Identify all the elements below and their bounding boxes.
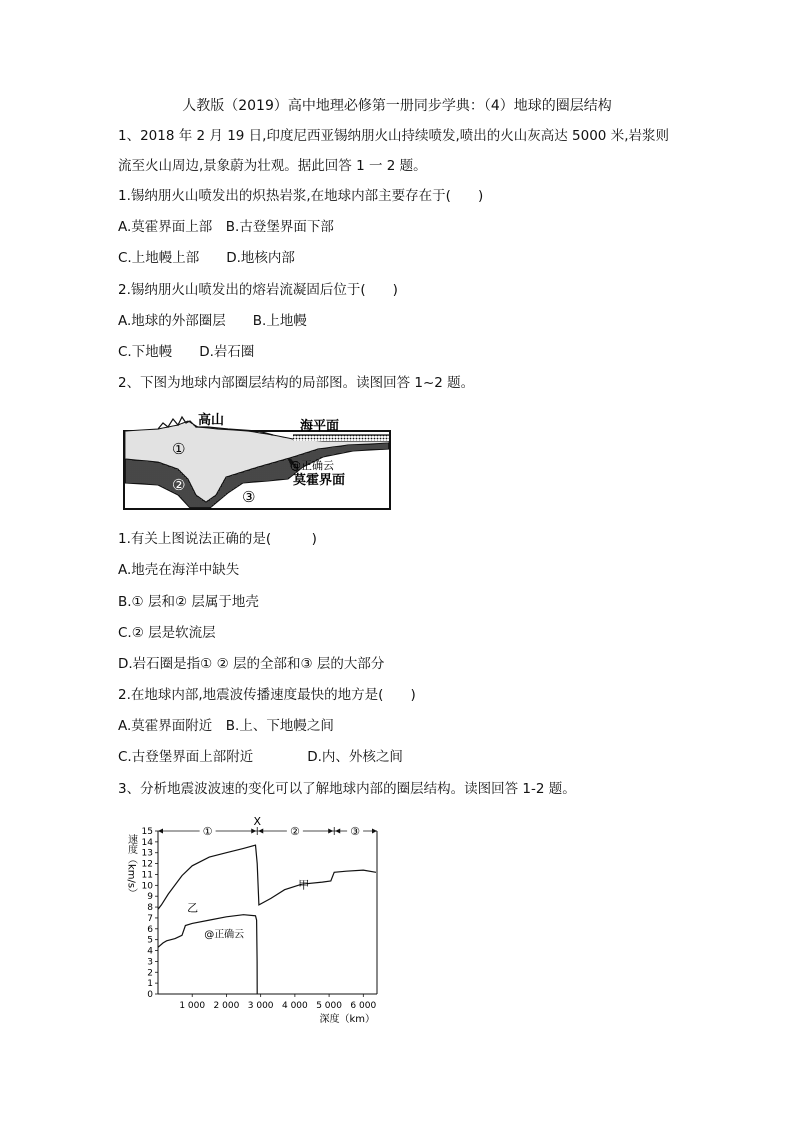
q1-intro-line2: 流至火山周边,景象蔚为壮观。据此回答 1 一 2 题。	[118, 158, 427, 174]
y-tick-label: 2	[147, 968, 153, 979]
crust-cross-section-figure	[118, 407, 400, 513]
sea-region	[293, 435, 389, 441]
series-line-yi	[158, 915, 257, 994]
q2-sub1-stem: 1.有关上图说法正确的是( )	[118, 531, 317, 547]
y-tick-label: 11	[141, 870, 153, 881]
layer-label-1: ①	[202, 825, 213, 838]
label-moho: 莫霍界面	[293, 473, 346, 488]
q3-intro: 3、分析地震波波速的变化可以了解地球内部的圈层结构。读图回答 1-2 题。	[118, 781, 576, 797]
chart-watermark: @正确云	[204, 929, 245, 941]
label-layer-3: ③	[242, 488, 256, 506]
q2-sub1-option-a: A.地壳在海洋中缺失	[118, 562, 240, 578]
q1-sub2-options-cd: C.下地幔 D.岩石圈	[118, 344, 255, 360]
q2-sub2-options-cd: C.古登堡界面上部附近 D.内、外核之间	[118, 749, 403, 765]
q1-sub2-options-ab: A.地球的外部圈层 B.上地幔	[118, 313, 307, 329]
q1-sub1-stem: 1.锡纳朋火山喷发出的炽热岩浆,在地球内部主要存在于( )	[118, 188, 484, 204]
bracket-arrowhead	[335, 829, 340, 834]
y-tick-label: 3	[147, 957, 153, 968]
x-tick-label: 4 000	[281, 1001, 308, 1011]
y-tick-label: 6	[147, 924, 153, 935]
layer-label-3: ③	[350, 825, 361, 838]
x-tick-label: 6 000	[350, 1001, 377, 1011]
q2-sub1-option-c: C.② 层是软流层	[118, 625, 216, 641]
y-tick-label: 14	[141, 837, 153, 848]
watermark: @正确云	[290, 459, 334, 472]
x-tick-label: 5 000	[316, 1001, 342, 1011]
y-tick-label: 0	[147, 990, 153, 1000]
x-tick-label: 3 000	[247, 1001, 274, 1011]
q1-intro-line1: 1、2018 年 2 月 19 日,印度尼西亚锡纳朋火山持续喷发,喷出的火山灰高达 5000 米,岩浆则	[118, 128, 669, 144]
y-tick-label: 13	[141, 848, 153, 859]
series-line-jia	[158, 845, 376, 909]
y-tick-label: 1	[147, 979, 153, 990]
q2-sub1-option-b: B.① 层和② 层属于地壳	[118, 594, 259, 610]
boundary-label-x: X	[253, 815, 262, 828]
bracket-arrowhead	[158, 829, 163, 834]
series-label-yi: 乙	[187, 901, 199, 915]
bracket-arrowhead	[251, 829, 256, 834]
x-tick-label: 1 000	[179, 1001, 206, 1011]
bracket-arrowhead	[328, 829, 333, 834]
y-tick-label: 5	[147, 935, 153, 946]
q1-sub1-options-ab: A.莫霍界面上部 B.古登堡界面下部	[118, 219, 334, 235]
x-axis-label: 深度（km）	[319, 1014, 375, 1025]
label-sea-level: 海平面	[300, 419, 340, 434]
layer-label-2: ②	[289, 825, 300, 838]
y-tick-label: 9	[147, 892, 153, 903]
y-tick-label: 10	[141, 881, 153, 892]
label-mountain: 高山	[198, 413, 225, 428]
q2-sub2-stem: 2.在地球内部,地震波传播速度最快的地方是( )	[118, 687, 416, 703]
q2-sub1-option-d: D.岩石圈是指① ② 层的全部和③ 层的大部分	[118, 656, 385, 672]
bracket-arrowhead	[372, 829, 377, 834]
q2-intro: 2、下图为地球内部圈层结构的局部图。读图回答 1~2 题。	[118, 375, 475, 391]
label-layer-1: ①	[172, 440, 186, 458]
y-tick-label: 4	[147, 946, 153, 957]
q1-sub1-options-cd: C.上地幔上部 D.地核内部	[118, 250, 295, 266]
q1-sub2-stem: 2.锡纳朋火山喷发出的熔岩流凝固后位于( )	[118, 282, 398, 298]
x-tick-label: 2 000	[213, 1001, 240, 1011]
q2-sub2-options-ab: A.莫霍界面附近 B.上、下地幔之间	[118, 718, 334, 734]
page-title: 人教版（2019）高中地理必修第一册同步学典：（4）地球的圈层结构	[182, 98, 612, 114]
bracket-arrowhead	[258, 829, 263, 834]
series-label-jia: 甲	[298, 878, 310, 892]
y-axis-label: 速度（km/s）	[125, 834, 137, 899]
seismic-velocity-chart	[125, 812, 387, 1028]
y-tick-label: 15	[141, 827, 153, 837]
label-layer-2: ②	[172, 476, 186, 494]
y-tick-label: 8	[147, 903, 153, 914]
y-tick-label: 12	[141, 859, 153, 870]
y-tick-label: 7	[147, 913, 153, 924]
